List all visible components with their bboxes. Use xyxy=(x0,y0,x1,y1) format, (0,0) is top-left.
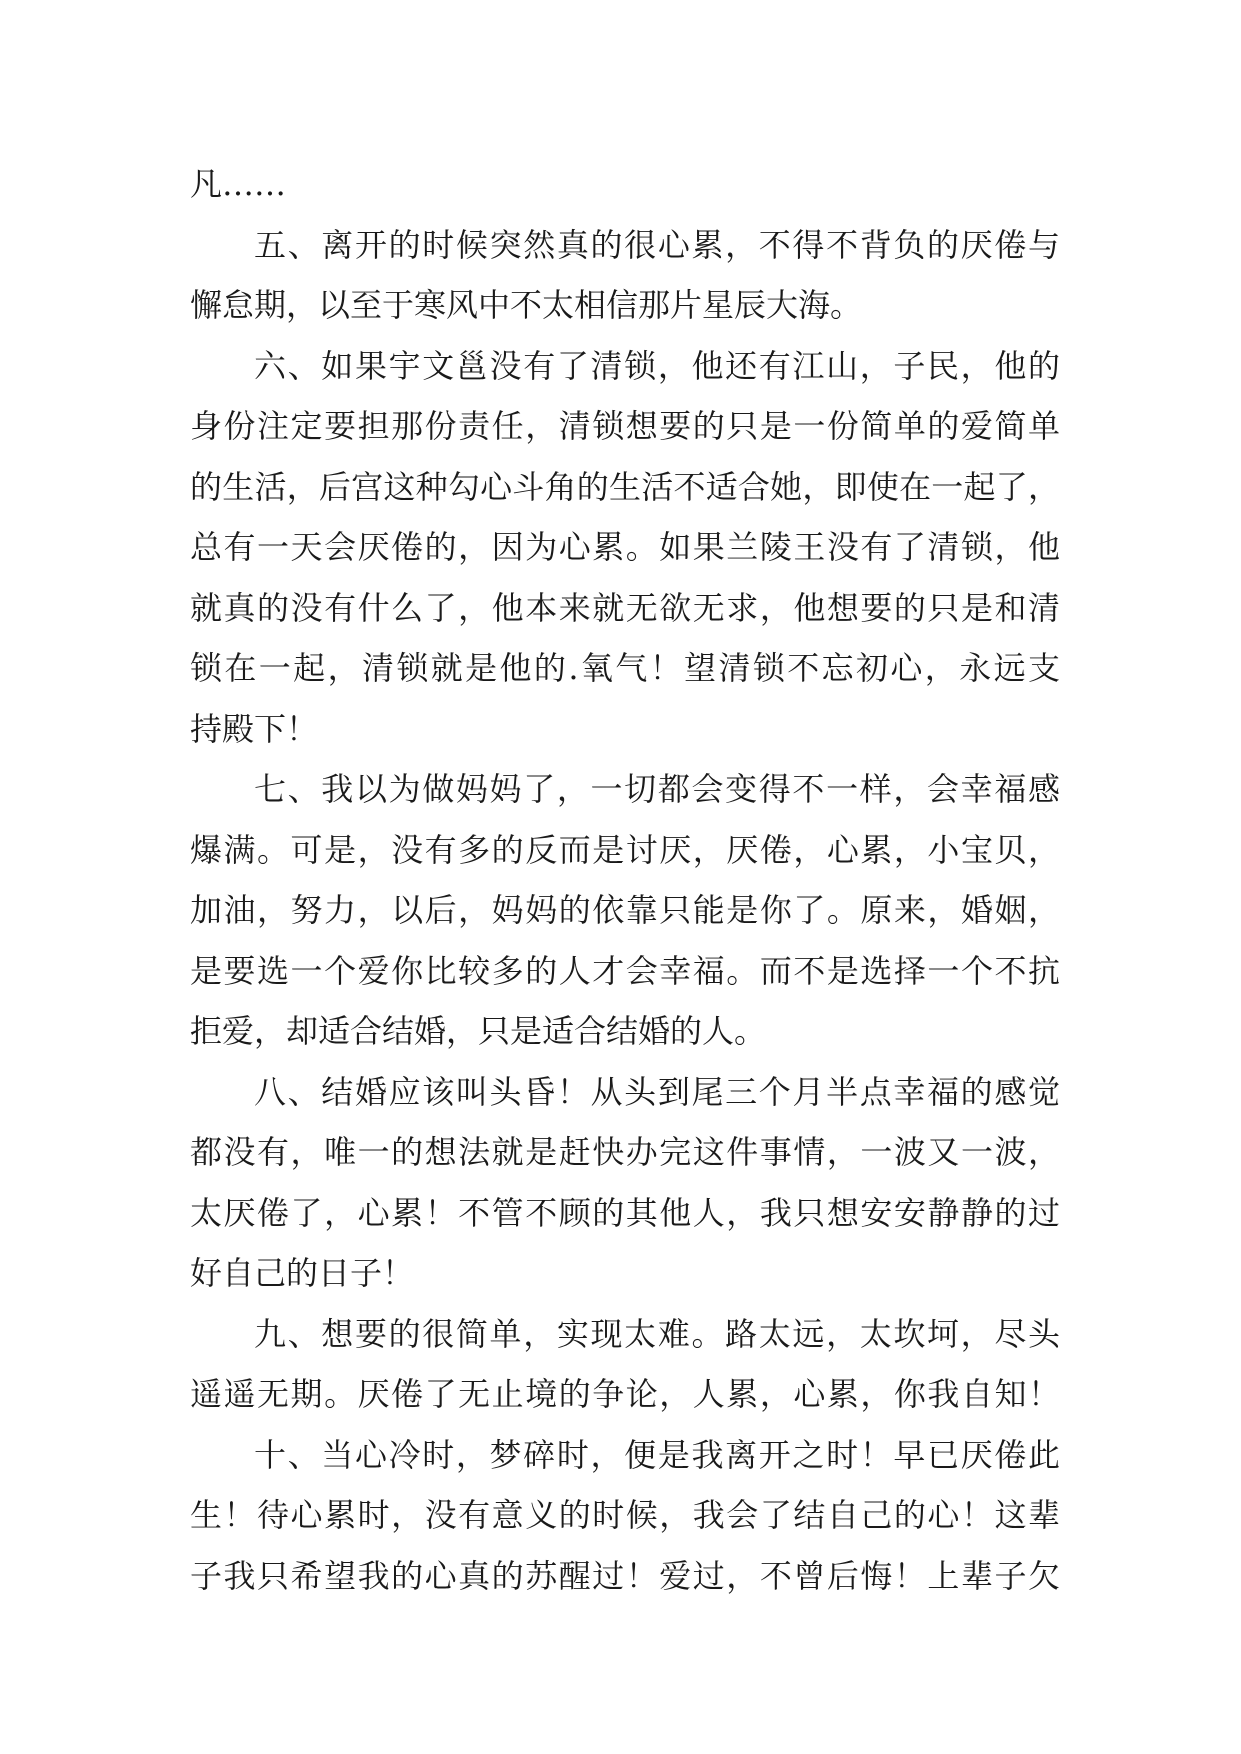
text-line: 身份注定要担那份责任，清锁想要的只是一份简单的爱简单 xyxy=(190,407,1060,445)
text-line: 爆满。可是，没有多的反而是讨厌，厌倦，心累，小宝贝， xyxy=(190,830,1060,869)
document-body xyxy=(190,154,1060,1606)
text-line: 生！待心累时，没有意义的时候，我会了结自己的心！这辈 xyxy=(190,1496,1060,1534)
text-line: 遥遥无期。厌倦了无止境的争论，人累，心累，你我自知！ xyxy=(190,1375,1060,1413)
text-line: 子我只希望我的心真的苏醒过！爱过，不曾后悔！上辈子欠 xyxy=(190,1556,1060,1595)
text-line: 懈怠期，以至于寒风中不太相信那片星辰大海。 xyxy=(190,286,863,324)
text-line: 六、如果宇文邕没有了清锁，他还有江山，子民，他的 xyxy=(254,346,1060,385)
text-line: 的生活，后宫这种勾心斗角的生活不适合她，即使在一起了， xyxy=(190,467,1060,506)
text-line: 是要选一个爱你比较多的人才会幸福。而不是选择一个不抗 xyxy=(190,951,1060,990)
text-line: 十、当心冷时，梦碎时，便是我离开之时！早已厌倦此 xyxy=(254,1435,1060,1474)
text-line: 都没有，唯一的想法就是赶快办完这件事情，一波又一波， xyxy=(190,1133,1060,1171)
text-line: 五、离开的时候突然真的很心累，不得不背负的厌倦与 xyxy=(254,225,1060,264)
text-line: 就真的没有什么了，他本来就无欲无求，他想要的只是和清 xyxy=(190,588,1060,627)
text-line: 九、想要的很简单，实现太难。路太远，太坎坷，尽头 xyxy=(254,1314,1060,1353)
text-line: 凡…… xyxy=(190,165,287,203)
text-line: 太厌倦了，心累！不管不顾的其他人，我只想安安静静的过 xyxy=(190,1193,1060,1232)
text-line: 持殿下！ xyxy=(190,709,319,748)
text-line: 总有一天会厌倦的，因为心累。如果兰陵王没有了清锁，他 xyxy=(190,528,1060,566)
text-line: 加油，努力，以后，妈妈的依靠只能是你了。原来，婚姻， xyxy=(190,891,1060,929)
text-line: 锁在一起，清锁就是他的.氧气！望清锁不忘初心，永远支 xyxy=(190,649,1060,687)
text-line: 好自己的日子！ xyxy=(190,1254,415,1292)
text-line: 拒爱，却适合结婚，只是适合结婚的人。 xyxy=(190,1012,767,1050)
text-line: 七、我以为做妈妈了，一切都会变得不一样，会幸福感 xyxy=(254,770,1060,808)
text-line: 八、结婚应该叫头昏！从头到尾三个月半点幸福的感觉 xyxy=(254,1072,1060,1111)
